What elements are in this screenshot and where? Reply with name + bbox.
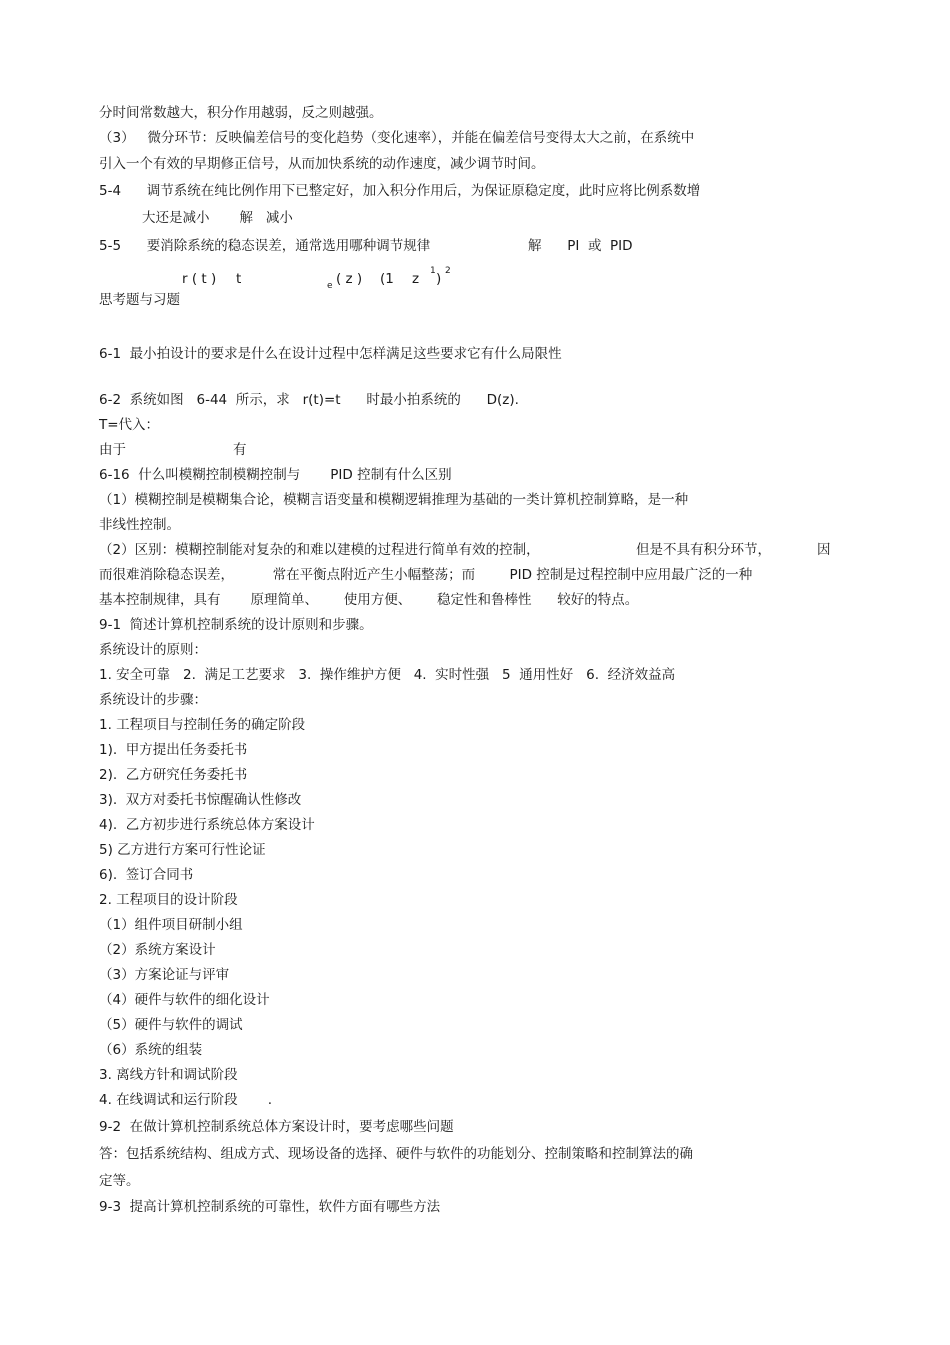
- text-line: 系统设计的步骤：: [99, 692, 207, 708]
- text-line: 因: [817, 542, 831, 558]
- list-item: 5) 乙方进行方案可行性论证: [99, 842, 266, 858]
- text-line: 5-4 调节系统在纯比例作用下已整定好，加入积分作用后，为保证原稳定度，此时应将比例系数增: [99, 183, 701, 199]
- list-item: （6）系统的组装: [99, 1042, 203, 1058]
- text-line: 6-2 系统如图 6-44 所示，求 r(t)=t 时最小拍系统的 D(z).: [99, 392, 519, 408]
- text-line: 9-2 在做计算机控制系统总体方案设计时，要考虑哪些问题: [99, 1119, 454, 1135]
- formula-e-subscript: e: [327, 281, 333, 291]
- text-line: 6-1 最小拍设计的要求是什么在设计过程中怎样满足这些要求它有什么局限性: [99, 346, 562, 362]
- text-line: 由于: [99, 442, 126, 458]
- list-item: （1）组件项目研制小组: [99, 917, 243, 933]
- list-item: （5）硬件与软件的调试: [99, 1017, 243, 1033]
- text-line: 有: [233, 442, 247, 458]
- formula-z: ( z ): [336, 271, 363, 287]
- text-line: T=代入：: [99, 417, 160, 433]
- text-line: 引入一个有效的早期修正信号，从而加快系统的动作速度，减少调节时间。: [99, 156, 545, 172]
- text-line: 定等。: [99, 1173, 140, 1189]
- list-item: 1). 甲方提出任务委托书: [99, 742, 248, 758]
- formula-rt: r ( t ): [182, 271, 217, 287]
- text-line: 2. 工程项目的设计阶段: [99, 892, 238, 908]
- text-line: （3） 微分环节：反映偏差信号的变化趋势（变化速率），并能在偏差信号变得太大之前，在系统中: [99, 130, 695, 146]
- formula-zz: z: [412, 271, 420, 287]
- list-item: 6). 签订合同书: [99, 867, 194, 883]
- list-item: （4）硬件与软件的细化设计: [99, 992, 270, 1008]
- text-line: 但是不具有积分环节，: [636, 542, 771, 558]
- text-line: 非线性控制。: [99, 517, 180, 533]
- list-item: （2）系统方案设计: [99, 942, 216, 958]
- formula-t: t: [236, 271, 242, 287]
- text-line: 5-5 要消除系统的稳态误差，通常选用哪种调节规律: [99, 238, 431, 254]
- text-line: 4. 在线调试和运行阶段 .: [99, 1092, 273, 1108]
- text-line: （2）区别：模糊控制能对复杂的和难以建模的过程进行简单有效的控制，: [99, 542, 540, 558]
- text-line: 1. 安全可靠 2. 满足工艺要求 3. 操作维护方便 4. 实时性强 5 通用性好 6. 经济效益高: [99, 667, 676, 683]
- text-line: 而很难消除稳态误差， 常在平衡点附近产生小幅整荡；而 PID 控制是过程控制中应用最广泛的一种: [99, 567, 753, 583]
- text-line: 3. 离线方针和调试阶段: [99, 1067, 238, 1083]
- list-item: 2). 乙方研究任务委托书: [99, 767, 248, 783]
- text-line: 系统设计的原则：: [99, 642, 207, 658]
- text-line: （1）模糊控制是模糊集合论，模糊言语变量和模糊逻辑推理为基础的一类计算机控制算略，是一种: [99, 492, 689, 508]
- list-item: （3）方案论证与评审: [99, 967, 230, 983]
- text-line: 分时间常数越大，积分作用越弱，反之则越强。: [99, 105, 383, 121]
- formula-exp2: 2: [445, 266, 451, 276]
- list-item: 4). 乙方初步进行系统总体方案设计: [99, 817, 315, 833]
- section-heading: 思考题与习题: [99, 292, 180, 308]
- list-item: 3). 双方对委托书惊醒确认性修改: [99, 792, 302, 808]
- text-line: 1. 工程项目与控制任务的确定阶段: [99, 717, 306, 733]
- text-line: 基本控制规律，具有 原理简单、 使用方便、 稳定性和鲁棒性 较好的特点。: [99, 592, 639, 608]
- formula-exp1: 1: [430, 266, 436, 276]
- text-line: 9-1 简述计算机控制系统的设计原则和步骤。: [99, 617, 373, 633]
- text-line: 解 PI 或 PID: [528, 238, 633, 254]
- formula-one: (1: [380, 271, 394, 287]
- text-line: 答：包括系统结构、组成方式、现场设备的选择、硬件与软件的功能划分、控制策略和控制算法的确: [99, 1146, 693, 1162]
- formula-close: ): [436, 271, 442, 287]
- text-line: 6-16 什么叫模糊控制模糊控制与 PID 控制有什么区别: [99, 467, 452, 483]
- text-line: 大还是减小 解 减小: [142, 210, 293, 226]
- text-line: 9-3 提高计算机控制系统的可靠性，软件方面有哪些方法: [99, 1199, 441, 1215]
